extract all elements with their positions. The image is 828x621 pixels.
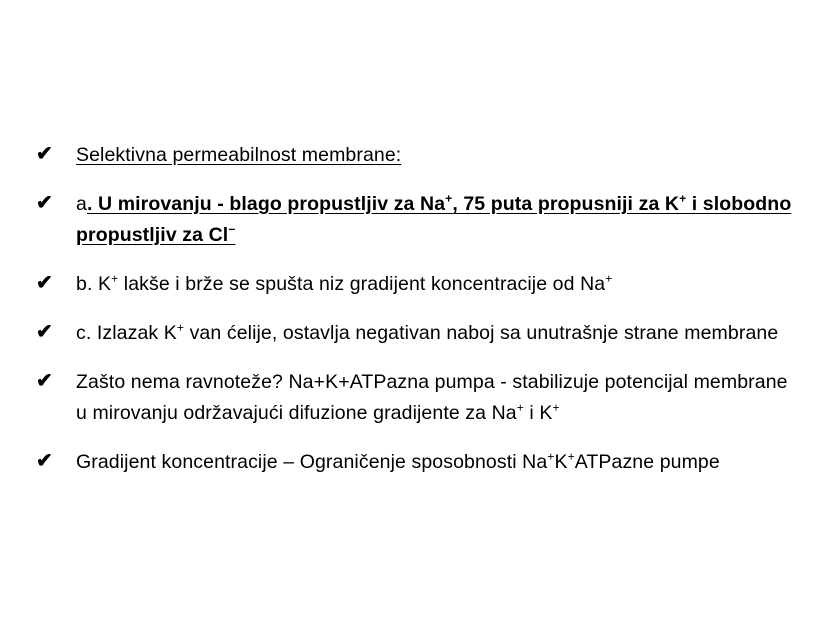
checkmark-bullet-icon: ✔ — [36, 143, 53, 165]
checkmark-bullet-icon: ✔ — [36, 272, 53, 294]
list-item — [32, 367, 792, 429]
checkmark-bullet-icon: ✔ — [36, 450, 53, 472]
list-item-text: Zašto nema ravnoteže? Na+K+ATPazna pumpa - stabilizuje potencijal membrane u mirovanju održavajući difuzione gradijente za Na+ i K+ — [76, 371, 788, 424]
list-item-text: b. K+ lakše i brže se spušta niz gradijent koncentracije od Na+ — [76, 271, 613, 295]
bullet-list — [32, 140, 792, 496]
list-item-emphasis: . U mirovanju - blago propustljiv za Na+, 75 puta propusniji za K+ i slobodno propustljiv za Cl− — [76, 191, 792, 246]
list-item — [32, 140, 792, 171]
checkmark-bullet-icon: ✔ — [36, 370, 53, 392]
list-item-text: Gradijent koncentracije – Ograničenje sposobnosti Na+K+ATPazne pumpe — [76, 449, 720, 473]
list-item — [32, 269, 792, 300]
list-item — [32, 318, 792, 349]
list-item-text — [76, 189, 792, 251]
list-item-lead: a — [76, 193, 87, 215]
checkmark-bullet-icon: ✔ — [36, 321, 53, 343]
list-item-text: c. Izlazak K+ van ćelije, ostavlja negativan naboj sa unutrašnje strane membrane — [76, 320, 779, 344]
checkmark-bullet-icon: ✔ — [36, 192, 53, 214]
list-item — [32, 447, 792, 478]
list-item — [32, 189, 792, 251]
list-item-text: Selektivna permeabilnost membrane: — [76, 144, 402, 166]
